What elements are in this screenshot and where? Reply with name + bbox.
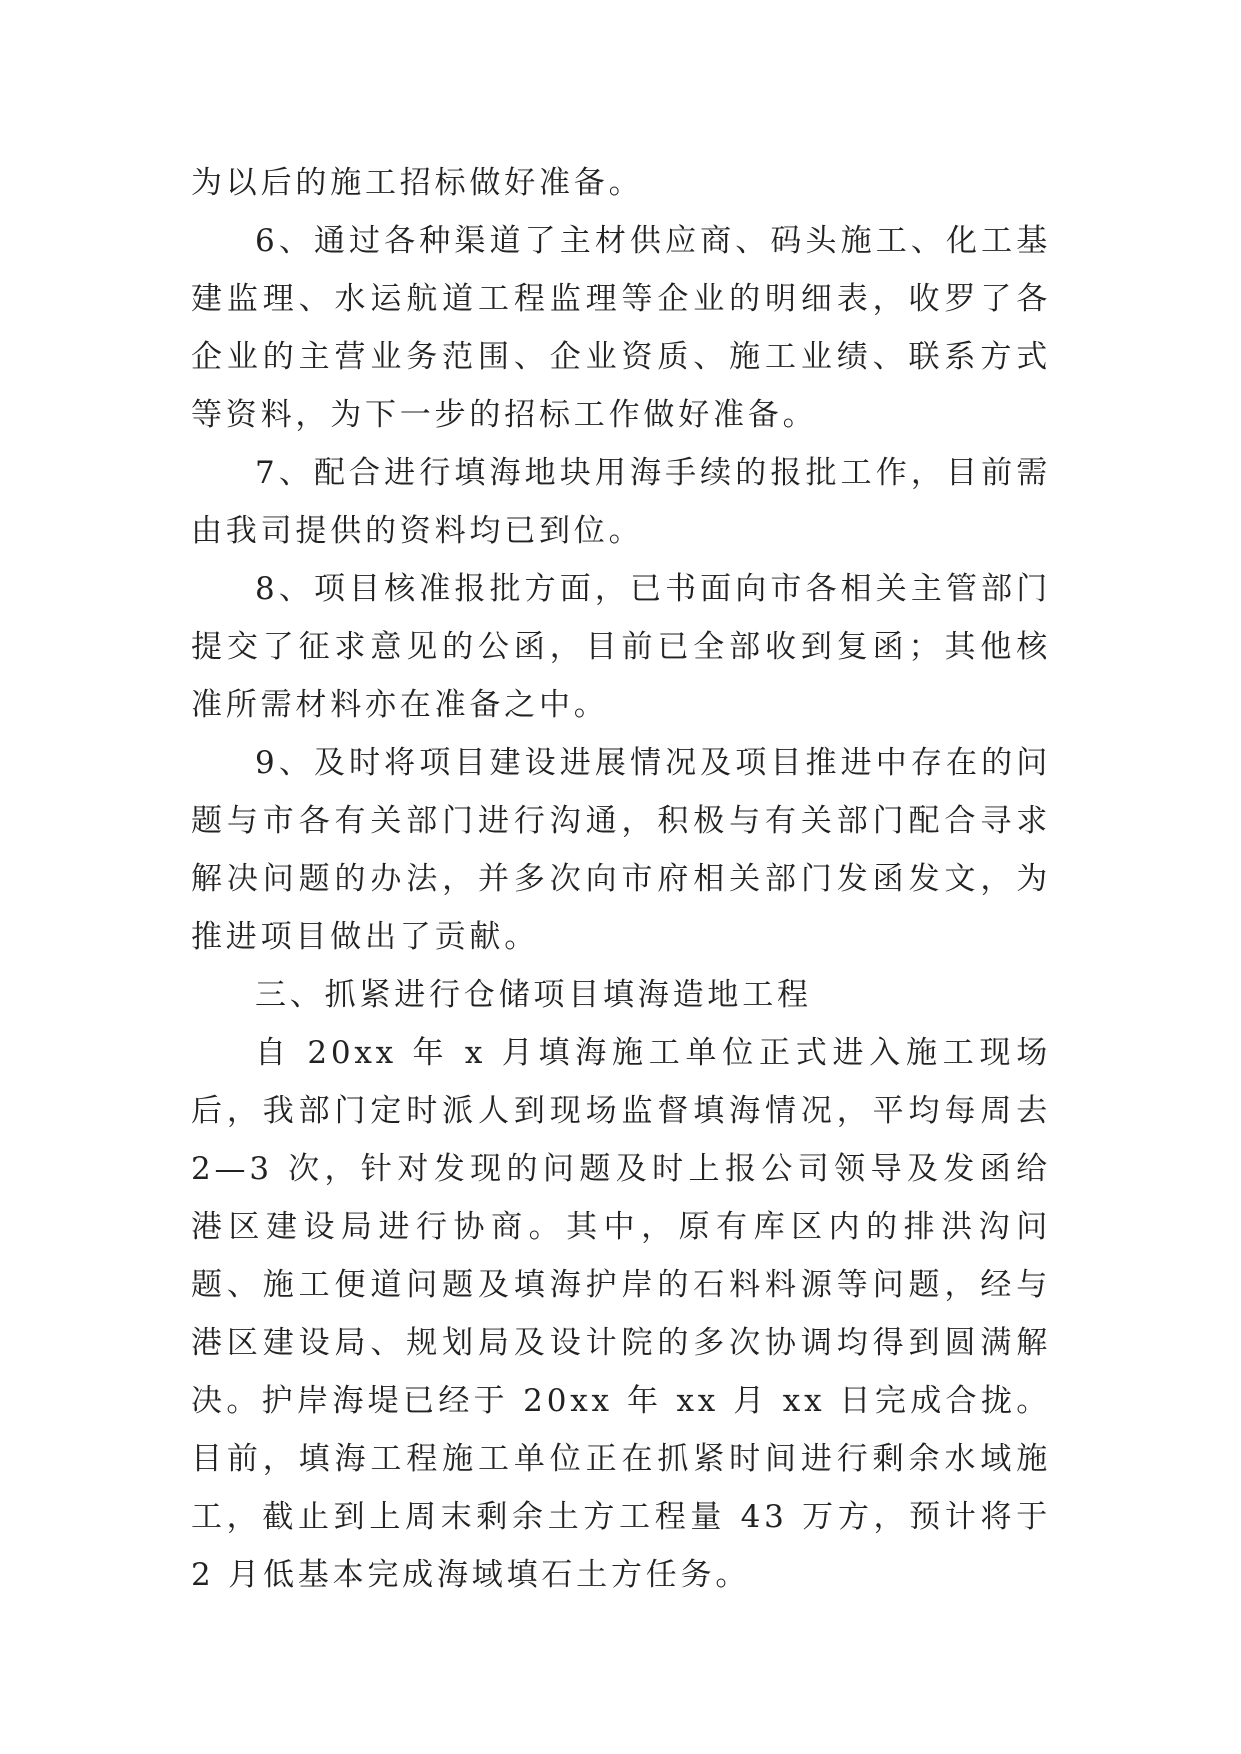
paragraph-item-8: 8、项目核准报批方面，已书面向市各相关主管部门提交了征求意见的公函，目前已全部收到复函；其他核准所需材料亦在准备之中。 — [191, 571, 1051, 723]
paragraph-continuation: 为以后的施工招标做好准备。 — [191, 165, 644, 201]
paragraph-section-3-body: 自 20xx 年 x 月填海施工单位正式进入施工现场后，我部门定时派人到现场监督填海情况，平均每周去 2—3 次，针对发现的问题及时上报公司领导及发函给港区建设局进行协商。其中，原有库区内的排洪沟问题、施工便道问题及填海护岸的石料料源等问题，经与港区建设局、规划局及设计院的多次协调均得到圆满解决。护岸海堤已经于 20xx 年 xx 月 xx 日完成合拢。目前，填海工程施工单位正在抓紧时间进行剩余水域施工，截止到上周末剩余土方工程量 43 万方，预计将于 2 月低基本完成海域填石土方任务。 — [191, 1035, 1052, 1593]
paragraph-item-9: 9、及时将项目建设进展情况及项目推进中存在的问题与市各有关部门进行沟通，积极与有关部门配合寻求解决问题的办法，并多次向市府相关部门发函发文，为推进项目做出了贡献。 — [191, 745, 1051, 955]
paragraph-item-7: 7、配合进行填海地块用海手续的报批工作，目前需由我司提供的资料均已到位。 — [191, 455, 1051, 549]
section-heading-3: 三、抓紧进行仓储项目填海造地工程 — [255, 977, 812, 1013]
document-body — [191, 154, 1051, 1604]
paragraph-item-6: 6、通过各种渠道了主材供应商、码头施工、化工基建监理、水运航道工程监理等企业的明细表，收罗了各企业的主营业务范围、企业资质、施工业绩、联系方式等资料，为下一步的招标工作做好准备。 — [191, 223, 1051, 433]
